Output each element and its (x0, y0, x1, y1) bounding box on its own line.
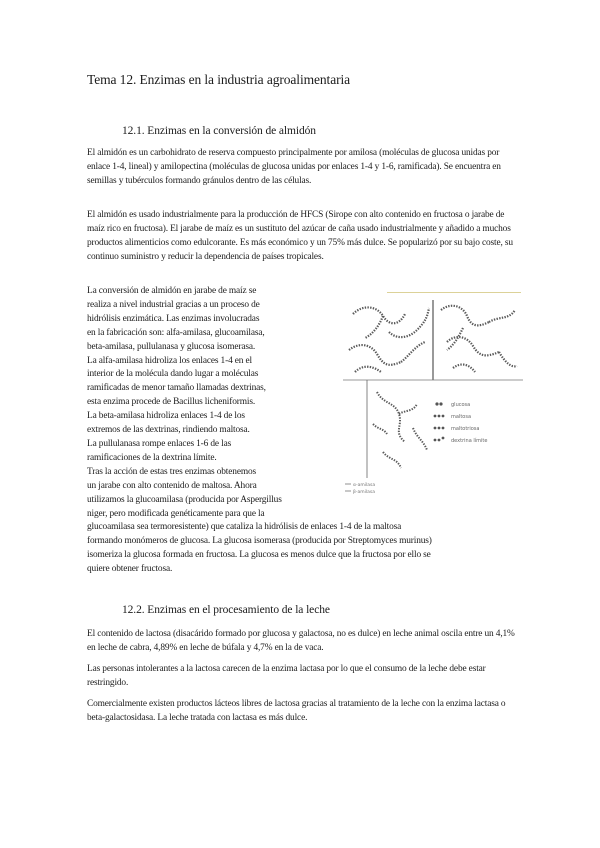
paragraph-lactose-intolerance: Las personas intolerantes a la lactosa carecen de la enzima lactasa por lo que el consumo de la leche debe estar restringido. (87, 664, 486, 688)
starch-hydrolysis-figure (343, 292, 523, 502)
starch-diagram-svg (343, 292, 523, 502)
paragraph-hfcs: El almidón es usado industrialmente para la producción de HFCS (Sirope con alto contenido en fructosa o jarabe de maíz rico en fructosa). El jarabe de maíz es un sustituto del azúcar de caña usado industrialmente y añadido a muchos productos alimenticios como edulcorante. Es más económico y un 75% más dulce. Se popularizó por su bajo coste, su continuo suministro y reducir la dependencia de países tropicales. (87, 210, 513, 262)
paragraph-lactase-treatment: Comercialmente existen productos lácteos libres de lactosa gracias al tratamiento de la leche con la enzima lactasa o beta-galactosidasa. La leche tratada con lactasa es más dulce. (87, 699, 506, 723)
section-heading-milk: 12.2. Enzimas en el procesamiento de la leche (122, 604, 330, 616)
text-line: La pullulanasa rompe enlaces 1-6 de las (87, 438, 232, 449)
text-line: ramificadas de menor tamaño llamadas dextrinas, (87, 383, 266, 394)
page-title: Tema 12. Enzimas en la industria agroalimentaria (87, 72, 351, 87)
text-line: en la fabricación son: alfa-amilasa, glucoamilasa, (87, 327, 265, 338)
legend-maltotriosa: maltotriosa (451, 426, 480, 432)
text-line: La beta-amilasa hidroliza enlaces 1-4 de los (87, 411, 245, 422)
legend-glucosa: glucosa (451, 402, 471, 408)
text-line: realiza a nivel industrial gracias a un proceso de (87, 299, 260, 310)
text-line: extremos de las dextrinas, rindiendo maltosa. (87, 425, 250, 436)
text-line: un jarabe con alto contenido de maltosa. Ahora (87, 480, 257, 491)
key-alpha-amylase: α-amilasa (353, 483, 376, 488)
text-line: quiere obtener fructosa. (87, 564, 173, 575)
legend-dextrina-limite: dextrina límite (451, 438, 488, 444)
text-line: La alfa-amilasa hidroliza los enlaces 1-4 en el (87, 355, 253, 366)
text-line: beta-amilasa, pullulanasa y glucosa isomerasa. (87, 341, 256, 352)
text-line: La conversión de almidón en jarabe de maíz se (87, 286, 257, 296)
legend-maltosa: maltosa (451, 414, 472, 420)
text-line: interior de la molécula dando lugar a moléculas (87, 369, 259, 380)
text-line: glucoamilasa sea termoresistente) que cataliza la hidrólisis de enlaces 1-4 de la maltosa (87, 522, 402, 533)
key-beta-amylase: β-amilasa (353, 490, 375, 495)
paragraph-lactose-content: El contenido de lactosa (disacárido formado por glucosa y galactosa, no es dulce) en leche animal oscila entre un 4,1% en leche de cabra, 4,89% en leche de búfala y 4,7% en la de vaca. (87, 629, 515, 653)
text-line: Tras la acción de estas tres enzimas obtenemos (87, 466, 257, 477)
figure-legend-markers (434, 402, 445, 441)
dextrin-chains (373, 392, 427, 468)
text-line: esta enzima procede de Bacillus licheniformis. (87, 397, 256, 408)
text-line: hidrólisis enzimática. Las enzimas involucradas (87, 313, 260, 324)
text-line: formando monómeros de glucosa. La glucosa isomerasa (producida por Streptomyces murinus) (87, 536, 432, 547)
text-line: utilizamos la glucoamilasa (producida por Aspergillus (87, 494, 282, 505)
text-line: isomeriza la glucosa formada en fructosa. La glucosa es menos dulce que la fructosa por ello se (87, 550, 431, 561)
text-line: ramificaciones de la dextrina límite. (87, 452, 217, 463)
paragraph-starch-definition: El almidón es un carbohidrato de reserva compuesto principalmente por amilosa (moléculas de glucosa unidas por enlace 1-4, lineal) y amilopectina (moléculas de glucosa unidas por enlaces 1-4 y 1-6, ramificada). Se encuentra en semillas y tubérculos formando gránulos dentro de las células. (87, 148, 501, 186)
section-heading-starch: 12.1. Enzimas en la conversión de almidón (122, 125, 316, 137)
text-line: niger, pero modificada genéticamente para que la (87, 508, 265, 519)
